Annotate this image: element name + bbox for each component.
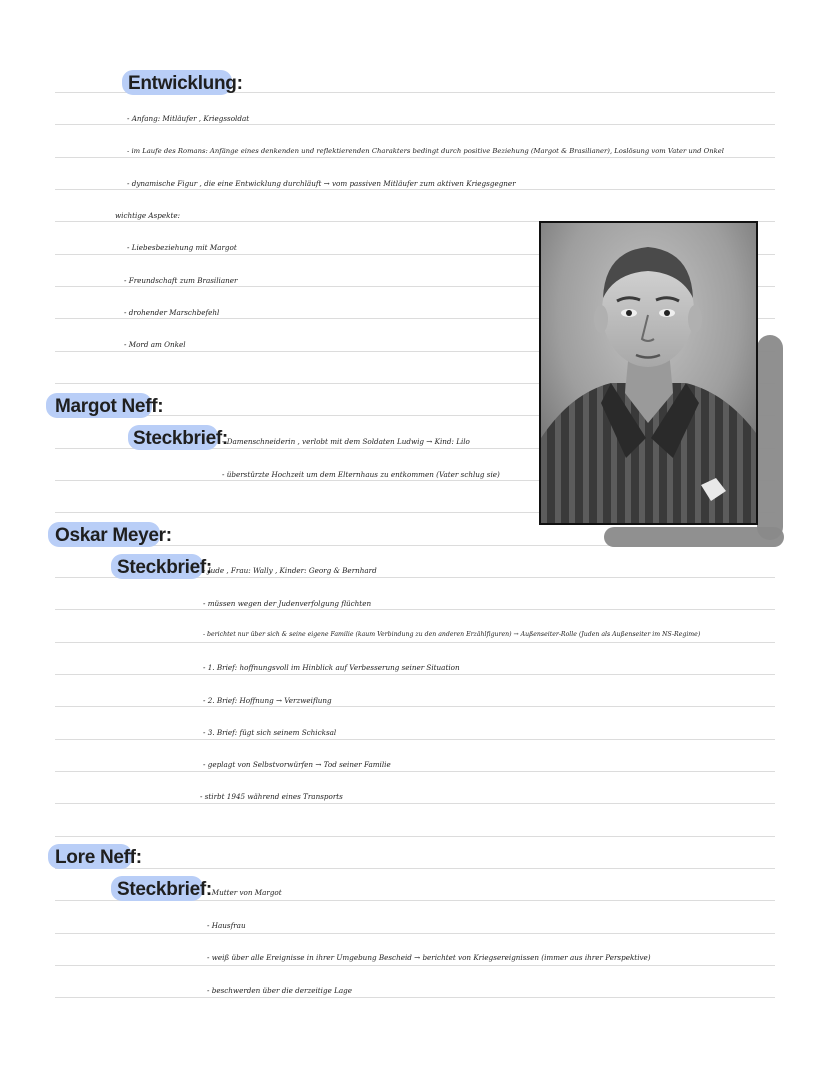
note-line: - berichtet nur über sich & seine eigene Familie (kaum Verbindung zu den anderen Erzählfiguren) → Außenseiter-Rolle (Juden als Außenseiter im NS-Regime) (203, 631, 701, 638)
note-line: - geplagt von Selbstvorwürfen → Tod seiner Familie (203, 760, 391, 769)
note-line: wichtige Aspekte: (115, 211, 181, 220)
note-line: - müssen wegen der Judenverfolgung flüchten (203, 599, 372, 608)
note-line: - stirbt 1945 während eines Transports (200, 792, 343, 801)
note-line: - im Laufe des Romans: Anfänge eines denkenden und reflektierenden Charakters bedingt durch positive Beziehung (Margot & Brasilianer), Loslösung vom Vater und Onkel (127, 147, 724, 155)
note-line: - Freundschaft zum Brasilianer (124, 276, 238, 285)
section-heading-lore: Lore Neff: (55, 847, 142, 868)
note-line: - Damenschneiderin , verlobt mit dem Soldaten Ludwig → Kind: Lilo (222, 437, 470, 446)
note-line: - 2. Brief: Hoffnung → Verzweiflung (203, 696, 332, 705)
section-heading-oskar: Oskar Meyer: (55, 525, 172, 546)
note-line: - Anfang: Mitläufer , Kriegssoldat (127, 114, 250, 123)
note-line: - 1. Brief: hoffnungsvoll im Hinblick auf Verbesserung seiner Situation (203, 663, 460, 672)
note-line: - Mutter von Margot (207, 888, 282, 897)
vertical-scrollbar[interactable] (757, 335, 783, 540)
portrait-photo-icon (541, 223, 756, 523)
note-line: - weiß über alle Ereignisse in ihrer Umgebung Bescheid → berichtet von Kriegsereignissen (immer aus ihrer Perspektive) (207, 953, 651, 962)
note-line: - Hausfrau (207, 921, 246, 930)
note-line: - dynamische Figur , die eine Entwicklung durchläuft → vom passiven Mitläufer zum aktiven Kriegsgegner (127, 179, 516, 188)
steckbrief-label-oskar: Steckbrief: (117, 557, 212, 578)
section-heading-margot: Margot Neff: (55, 396, 164, 417)
note-line: - überstürzte Hochzeit um dem Elternhaus zu entkommen (Vater schlug sie) (222, 470, 500, 479)
section-heading-entwicklung: Entwicklung: (128, 73, 243, 94)
note-line: - Jude , Frau: Wally , Kinder: Georg & Bernhard (203, 566, 377, 575)
steckbrief-label-lore: Steckbrief: (117, 879, 212, 900)
portrait-photo (539, 221, 758, 525)
note-line: - drohender Marschbefehl (124, 308, 220, 317)
note-line: - 3. Brief: fügt sich seinem Schicksal (203, 728, 337, 737)
note-line: - Mord am Onkel (124, 340, 186, 349)
note-line: - Liebesbeziehung mit Margot (127, 243, 237, 252)
steckbrief-label-margot: Steckbrief: (133, 428, 228, 449)
note-line: - beschwerden über die derzeitige Lage (207, 986, 353, 995)
